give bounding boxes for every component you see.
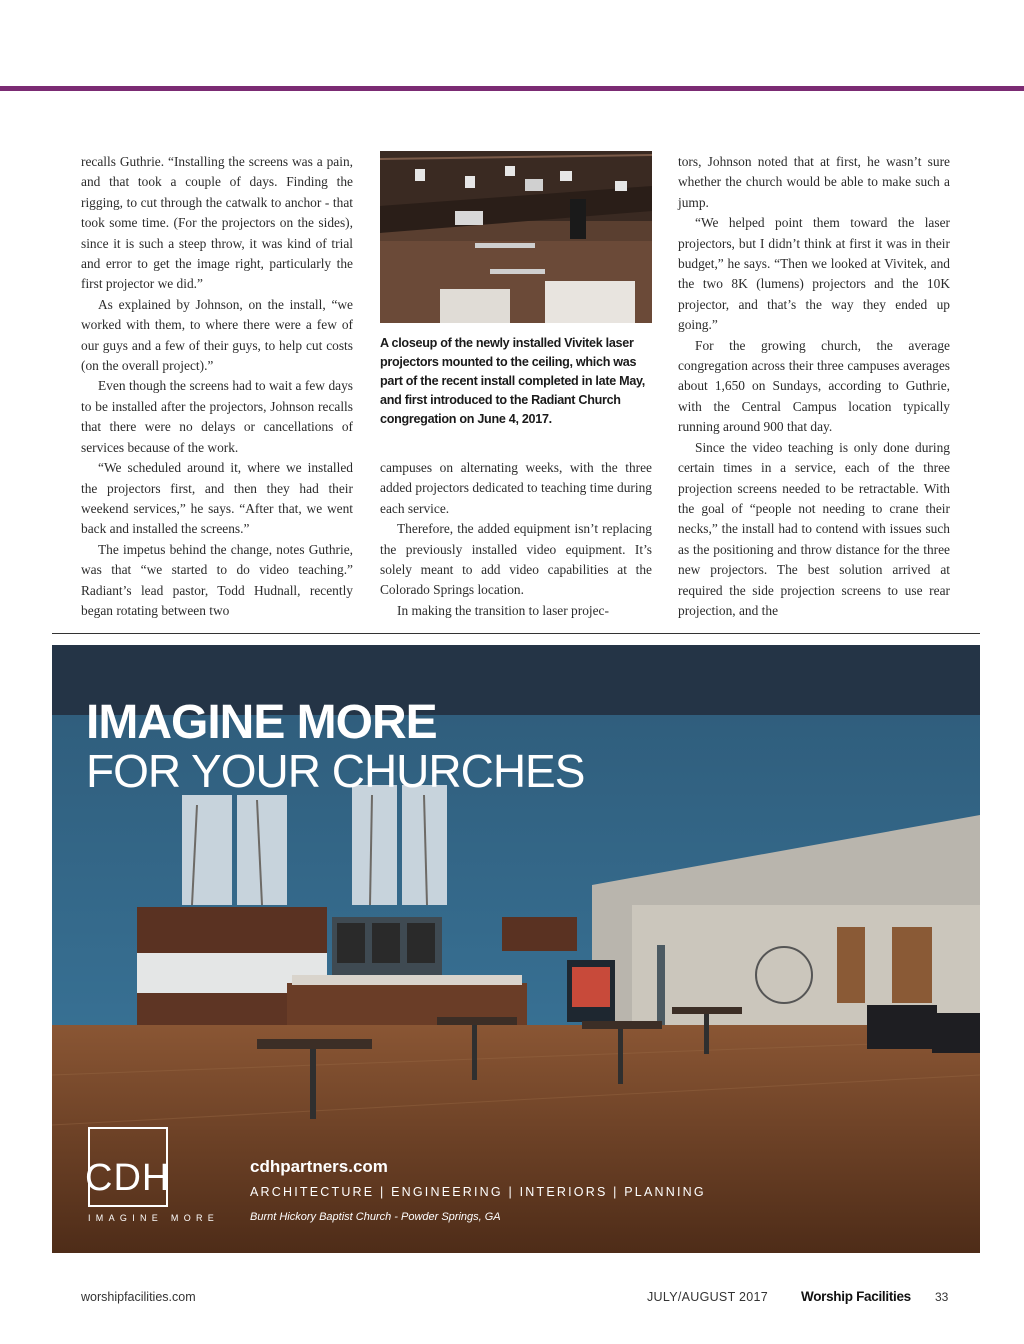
paragraph: recalls Guthrie. “Installing the screens was a pain, and that took a couple of days. Finding the rigging, to cut through the catwalk to anchor - that took some time. (For the projectors on the sides), since it is such a steep throw, it was kind of trial and error to get the image right, particularly the first projector we did.” (81, 154, 353, 292)
paragraph: Even though the screens had to wait a few days to be installed after the projectors, Johnson recalls that there were no delays or cancellations of services because of the work. (81, 378, 353, 455)
footer-issue-date: JULY/AUGUST 2017 (647, 1290, 769, 1304)
footer-website[interactable]: worshipfacilities.com (81, 1290, 196, 1304)
cdh-logo-letters: CDH (85, 1157, 171, 1199)
ad-headline-light: FOR YOUR CHURCHES (86, 745, 585, 797)
article-column-2 (380, 458, 652, 621)
cdh-logo (85, 1127, 196, 1209)
ad-headline-bold: IMAGINE MORE (86, 696, 437, 749)
paragraph: campuses on alternating weeks, with the three added projectors dedicated to teaching time during each service. (380, 460, 652, 516)
paragraph: tors, Johnson noted that at first, he wasn’t sure whether the church would be able to make such a jump. (678, 154, 950, 210)
paragraph: Since the video teaching is only done during certain times in a service, each of the three projection screens needed to be retractable. With the goal of “people not needing to crane their necks,” the install had to contend with issues such as the positioning and throw distance for the three new projectors. The best solution arrived at required the side projection screens to use rear projection, and the (678, 439, 950, 618)
paragraph: The impetus behind the change, notes Guthrie, was that “we started to do video teaching.” Radiant’s lead pastor, Todd Hudnall, recently began rotating between two (81, 541, 353, 618)
top-accent-rule (0, 86, 1024, 91)
paragraph: Therefore, the added equipment isn’t replacing the previously installed video equipment. It’s solely meant to add video capabilities at the Colorado Springs location. (380, 521, 652, 598)
paragraph: In making the transition to laser projec- (397, 602, 609, 618)
ad-photo-credit: Burnt Hickory Baptist Church - Powder Springs, GA (250, 1211, 501, 1223)
projector-ceiling-photo (380, 151, 652, 323)
paragraph: “We scheduled around it, where we installed the projectors first, and then they had their weekend services,” he says. “After that, we went back and installed the screens.” (81, 460, 353, 537)
footer-magazine-title: Worship Facilities (801, 1289, 911, 1304)
paragraph: As explained by Johnson, on the install, “we worked with them, to where there were a few of our guys and a few of their guys, to help cut costs (on the overall project).” (81, 296, 353, 374)
ad-website-link[interactable]: cdhpartners.com (250, 1157, 388, 1176)
article-column-1 (81, 152, 353, 621)
article-column-3 (678, 152, 950, 621)
paragraph: “We helped point them toward the laser projectors, but I didn’t think at first it was in their budget,” he says. “Then we looked at Vivitek, and the two 8K (lumens) projectors and the 10K projector, and that’s the way they ended up going.” (678, 215, 950, 333)
projector-photo-illustration (380, 151, 652, 323)
photo-caption: A closeup of the newly installed Vivitek laser projectors mounted to the ceiling, which was part of the recent install completed in late May, and first introduced to the Radiant Church congregation on June 4, 2017. (380, 336, 645, 426)
cdh-advertisement (52, 645, 980, 1253)
ad-services-list: ARCHITECTURE | ENGINEERING | INTERIORS | PLANNING (250, 1185, 706, 1199)
paragraph: For the growing church, the average congregation across their three campuses averages about 1,650 on Sundays, according to Guthrie, with the Central Campus location typically running around 900 that day. (678, 337, 950, 435)
footer-page-number: 33 (935, 1290, 949, 1304)
cdh-logo-tagline: IMAGINE MORE (88, 1213, 220, 1223)
section-divider (52, 633, 980, 634)
